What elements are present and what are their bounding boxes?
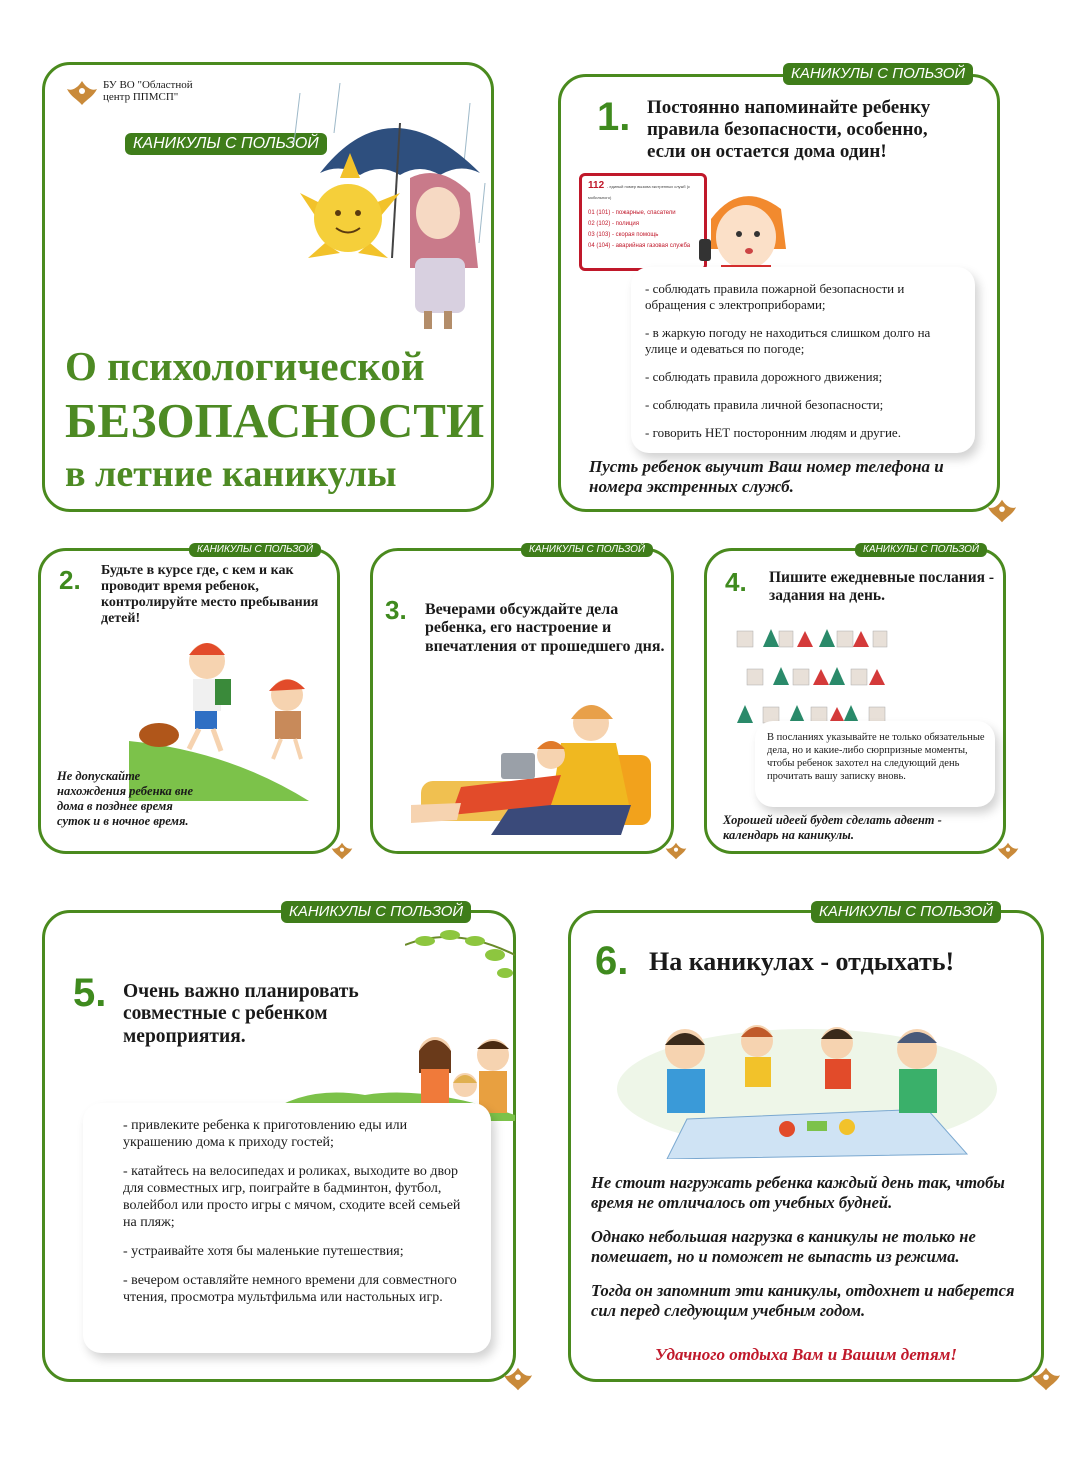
tip-1-card [558, 65, 1000, 512]
tip-note: Хорошей идеей будет сделать адвент - календарь на каникулы. [723, 813, 942, 842]
tip-number: 3. [385, 595, 407, 625]
mother-daughter-reading-illustration [401, 695, 651, 845]
tip-number: 4. [725, 567, 747, 597]
tag-label: КАНИКУЛЫ С ПОЛЬЗОЙ [783, 63, 973, 85]
tip-number: 1. [597, 95, 631, 139]
tip-number: 2. [59, 565, 81, 595]
branch-leaves-icon [405, 925, 515, 985]
rest-paragraph: Однако небольшая нагрузка в каникулы не только не помешает, но и поможет не выпасть из режима. [591, 1227, 976, 1266]
tip-heading: Очень важно планировать совместные с ребенком мероприятия. [123, 981, 359, 1047]
tag-label: КАНИКУЛЫ С ПОЛЬЗОЙ [855, 543, 987, 557]
org-logo-icon [1030, 1364, 1062, 1394]
org-name: БУ ВО "Областной центр ППМСП" [103, 79, 193, 103]
emergency-numbers-card: 112 - единый номер вызова экстренных служб (с мобильного) 01 (101) - пожарные, спасатели 02 (102) - полиция 03 (103) - скорая помощь 04 (104) - аварийная газовая служба [579, 173, 707, 271]
activity-item: - устраивайте хотя бы маленькие путешествия; [123, 1244, 404, 1259]
org-logo-icon [502, 1364, 534, 1394]
tag-label: КАНИКУЛЫ С ПОЛЬЗОЙ [125, 133, 327, 155]
activities-panel [83, 1103, 491, 1353]
activity-item: - привлеките ребенка к приготовлению еды или украшению дома к приходу гостей; [123, 1118, 408, 1150]
org-logo-icon [330, 840, 354, 862]
tip-heading: На каникулах - отдыхать! [649, 947, 955, 976]
closing-wish: Удачного отдыха Вам и Вашим детям! [655, 1345, 957, 1364]
activity-item: - вечером оставляйте немного времени для совместного чтения, просмотра мультфильма или настольных игр. [123, 1273, 457, 1305]
rule-item: - говорить НЕТ посторонним людям и другие. [645, 425, 901, 440]
tip-4-card [704, 544, 1006, 854]
rest-paragraphs [591, 1173, 1041, 1335]
tip-2-card [38, 544, 340, 854]
main-title: О психологической БЕЗОПАСНОСТИ в летние каникулы [65, 343, 485, 495]
tip-heading: Будьте в курсе где, с кем и как проводит время ребенок, контролируйте место пребывания детей! [101, 563, 319, 627]
org-logo-icon [664, 840, 688, 862]
tip-number: 6. [595, 939, 629, 983]
picnic-illustration [607, 1009, 1007, 1159]
tip-heading: Постоянно напоминайте ребенку правила безопасности, особенно, если он остается дома один! [647, 97, 931, 162]
girl-phone-illustration [691, 179, 801, 279]
umbrella-girl-illustration [280, 83, 495, 333]
rest-paragraph: Тогда он запомнит эти каникулы, отдохнет и наберется сил перед следующим учебным годом. [591, 1281, 1015, 1320]
tip-3-card [370, 544, 674, 854]
advent-calendar-illustration [733, 621, 893, 731]
rest-paragraph: Не стоит нагружать ребенка каждый день так, чтобы время не отличалось от учебных будней. [591, 1173, 1005, 1212]
messages-panel: В посланиях указывайте не только обязательные дела, но и какие-либо сюрпризные моменты, чтобы ребенок захотел на следующий день прочитать вашу записку вновь. [755, 721, 995, 807]
tip-note: Пусть ребенок выучит Ваш номер телефона и номера экстренных служб. [589, 457, 944, 497]
tag-label: КАНИКУЛЫ С ПОЛЬЗОЙ [281, 901, 471, 923]
activity-item: - катайтесь на велосипедах и роликах, выходите во двор для совместных игр, поиграйте в бадминтон, футбол, волейбол или просто игры с мячом, сходите всей семьей на пляж; [123, 1164, 461, 1230]
tag-label: КАНИКУЛЫ С ПОЛЬЗОЙ [811, 901, 1001, 923]
rule-item: - соблюдать правила личной безопасности; [645, 397, 884, 412]
tip-number: 5. [73, 971, 107, 1015]
tip-heading: Вечерами обсуждайте дела ребенка, его настроение и впечатления от прошедшего дня. [425, 601, 665, 655]
tip-heading: Пишите ежедневные послания - задания на день. [769, 569, 995, 604]
org-logo-icon [986, 496, 1018, 526]
tip-note: Не допускайте нахождения ребенка вне дома в позднее время суток и в ночное время. [57, 769, 194, 828]
rule-item: - соблюдать правила пожарной безопасности и обращения с электроприборами; [645, 281, 905, 312]
rule-item: - в жаркую погоду не находиться слишком долго на улице и одеваться по погоде; [645, 325, 931, 356]
tag-label: КАНИКУЛЫ С ПОЛЬЗОЙ [189, 543, 321, 557]
org-logo-icon [65, 77, 99, 109]
tip-6-card [568, 903, 1044, 1382]
tip-5-card [42, 903, 516, 1382]
tag-label: КАНИКУЛЫ С ПОЛЬЗОЙ [521, 543, 653, 557]
org-logo-icon [996, 840, 1020, 862]
rules-list-panel [631, 267, 975, 453]
title-card [42, 62, 494, 512]
rule-item: - соблюдать правила дорожного движения; [645, 369, 883, 384]
